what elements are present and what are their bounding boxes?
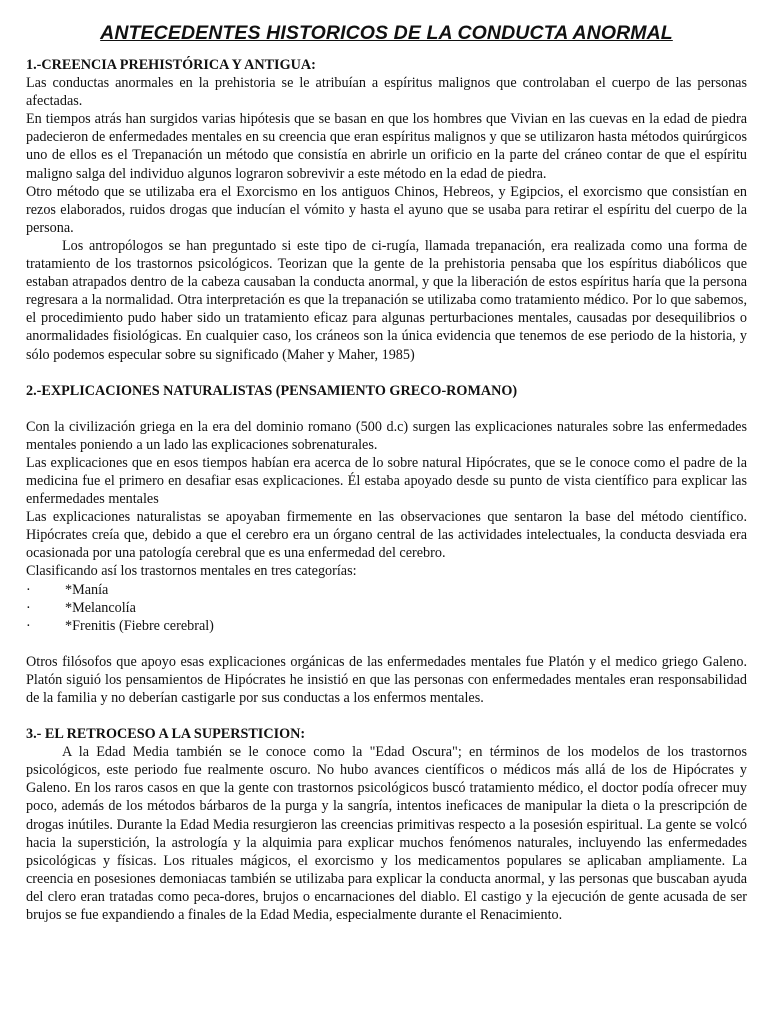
spacer	[26, 635, 747, 653]
paragraph: En tiempos atrás han surgidos varias hipótesis que se basan en que los hombres que Vivian en las cuevas en la edad de piedra padecieron de enfermedades mentales en su creencia que eran espíritus malignos y que se utilizaron hasta métodos quirúrgicos uno de ellos es el Trepanación un método que consistía en abrirle un orificio en la parte del cráneo contar de que el espíritu maligno salga del individuo algunos lograron sobrevivir a este método en la edad de piedra.	[26, 111, 747, 182]
paragraph: Las explicaciones que en esos tiempos habían era acerca de lo sobre natural Hipócrates, que se le conoce como el padre de la medicina fue el primero en desafiar esas explicaciones. Él estaba apoyado desde su punto de vista científico para explicar las enfermedades mentales	[26, 454, 747, 508]
section-heading: 1.-CREENCIA PREHISTÓRICA Y ANTIGUA:	[26, 57, 316, 73]
list-item-text: *Melancolía	[65, 599, 136, 616]
list-item-text: *Frenitis (Fiebre cerebral)	[65, 617, 214, 634]
bullet-icon: ·	[26, 581, 31, 598]
section-naturalist	[26, 382, 747, 708]
bullet-icon: ·	[26, 617, 31, 634]
paragraph: Otro método que se utilizaba era el Exorcismo en los antiguos Chinos, Hebreos, y Egipcios, el exorcismo que consistían en rezos elaborados, ruidos drogas que inducían el vómito y hasta el ayuno que se usaba para retirar el espíritu del cuerpo de la persona.	[26, 183, 747, 236]
paragraph: A la Edad Media también se le conoce como la "Edad Oscura"; en términos de los modelos de los trastornos psicológicos, este periodo fue realmente oscuro. No hubo avances científicos o médicos más allá de los de Hipócrates y Galeno. En los raros casos en que la gente con trastornos psicológicos buscó tratamiento médico, el doctor podía ofrecer muy poco, además de los métodos bárbaros de la purga y la sangría, intentos ineficaces de manipular la dieta o la prescripción de drogas inútiles. Durante la Edad Media resurgieron las creencias primitivas respecto a la posesión espiritual. La gente se volcó hacia la superstición, la astrología y la alquimia para explicar muchos fenómenos naturales, incluyendo las enfermedades psicológicas y físicas. Los rituales mágicos, el exorcismo y los medicamentos populares se aplicaban ampliamente. La creencia en posesiones demoniacas también se utilizaba para explicar la conducta anormal, y las personas que buscaban ayuda del clero eran tratadas como peca-dores, brujos o encarnaciones del diablo. El castigo y la ejecución de gente acusada de ser brujos se fue expandiendo a finales de la Edad Media, especialmente durante el Renacimiento.	[26, 744, 747, 924]
section-prehistoric	[26, 56, 747, 364]
paragraph: Las conductas anormales en la prehistoria se le atribuían a espíritus malignos que controlaban el cuerpo de las personas afectadas.	[26, 75, 747, 110]
paragraph: Otros filósofos que apoyo esas explicaciones orgánicas de las enfermedades mentales fue Platón y el medico griego Galeno. Platón siguió los pensamientos de Hipócrates he insistió en que las personas con enfermedades mentales eran responsabilidad de la familia y no deberían castigarle por sus conductas a los enfermos mentales.	[26, 653, 747, 706]
section-heading: 2.-EXPLICACIONES NATURALISTAS (PENSAMIENTO GRECO-ROMANO)	[26, 382, 518, 399]
list-item-text: *Manía	[65, 581, 109, 598]
list-item	[26, 617, 747, 635]
paragraph: Los antropólogos se han preguntado si este tipo de ci-rugía, llamada trepanación, era realizada como una forma de tratamiento de los trastornos psicológicos. Teorizan que la gente de la prehistoria pensaba que los espíritus diabólicos que estaban atrapados dentro de la cabeza causaban la conducta anormal, y que la liberación de estos espíritus haría que la persona regresara a la normalidad. Otra interpretación es que la trepanación se utilizaba como tratamiento médico. Por lo que sabemos, el procedimiento pudo haber sido un tratamiento eficaz para algunas perturbaciones mentales, causadas por desequilibrios o anormalidades fisiológicas. En cualquier caso, los cráneos son la única evidencia que tenemos de ese periodo de la historia, y sólo podemos especular sobre su significado (Maher y Maher, 1985)	[26, 237, 747, 363]
paragraph: Las explicaciones naturalistas se apoyaban firmemente en las observaciones que sentaron la base del método científico. Hipócrates creía que, debido a que el cerebro era un órgano central de las actividades intelectuales, la conducta desviada era ocasionada por una patología cerebral que es una enfermedad del cerebro.	[26, 509, 747, 562]
section-superstition	[26, 725, 747, 924]
spacer	[26, 400, 747, 418]
bullet-icon: ·	[26, 599, 31, 616]
spacer	[26, 707, 747, 725]
category-list	[26, 581, 747, 635]
spacer	[26, 364, 747, 382]
document-title: ANTECEDENTES HISTORICOS DE LA CONDUCTA ANORMAL	[100, 22, 673, 44]
paragraph: Clasificando así los trastornos mentales en tres categorías:	[26, 563, 357, 580]
paragraph: Con la civilización griega en la era del dominio romano (500 d.c) surgen las explicaciones naturales sobre las enfermedades mentales poniendo a un lado las explicaciones sobrenaturales.	[26, 418, 747, 453]
list-item	[26, 581, 747, 599]
list-item	[26, 599, 747, 617]
section-heading: 3.- EL RETROCESO A LA SUPERSTICION:	[26, 726, 306, 743]
